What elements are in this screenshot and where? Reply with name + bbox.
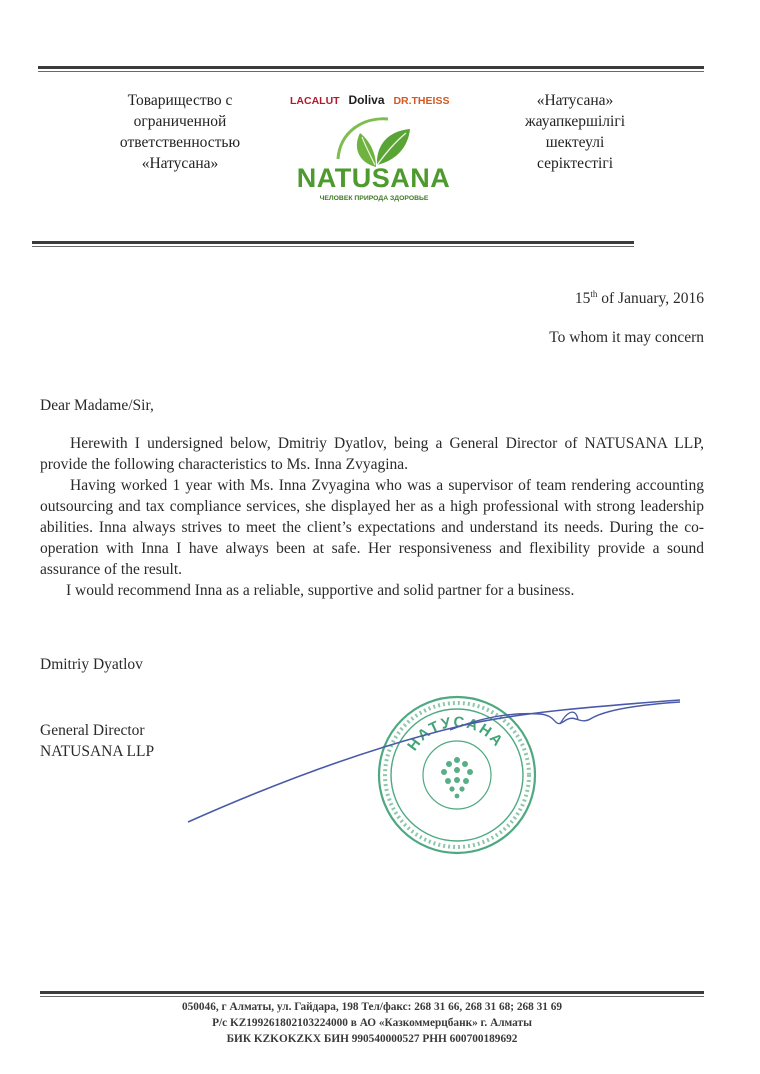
signer-name: Dmitriy Dyatlov [40,656,143,673]
company-name-russian-line: «Натусана» [141,155,219,172]
company-name-kazakh-line: серіктестігі [537,155,613,172]
footer-rule [40,991,704,994]
brand-row [290,93,460,107]
company-name-kazakh-line: «Натусана» [536,92,614,109]
date-suffix: th [590,289,598,299]
company-name-kazakh [500,90,650,174]
footer-rule-thin [40,996,704,997]
letter-date [575,289,704,308]
company-name-russian-line: ограниченной [133,113,227,130]
footer-address-line: 050046, г Алматы, ул. Гайдара, 198 Тел/факс: 268 31 66, 268 31 68; 268 31 69 [181,1001,563,1013]
header-bottom-rule-thin [32,246,634,247]
natusana-logo-tagline: ЧЕЛОВЕК ПРИРОДА ЗДОРОВЬЕ [319,195,429,202]
brand-dr-theiss: DR.THEISS [393,95,450,107]
letter-paragraph: Herewith I undersigned below, Dmitriy Dyatlov, being a General Director of NATUSANA LLP, provide the following characteristics to Ms. Inna Zvyagina. [40,435,704,473]
footer-bank-line: Р/с KZ199261802103224000 в АО «Казкоммерцбанк» г. Алматы [212,1017,532,1029]
footer-codes-line: БИК KZKOKZKX БИН 990540000527 РНН 600700189692 [226,1033,518,1045]
company-name-kazakh-line: жауапкершілігі [524,113,626,130]
signer-title: General Director [40,722,145,739]
letter-paragraph: Having worked 1 year with Ms. Inna Zvyagina who was a supervisor of team rendering accounting outsourcing and tax compliance services, she displayed her as a high professional with strong leadership abilities. Inna always strives to meet the client’s expectations and understand its needs. During the co-operation with Inna I have always been at safe. Her responsiveness and flexibility provide a sound assurance of the result. [40,477,704,578]
company-name-russian [95,90,265,174]
letter-paragraph: I would recommend Inna as a reliable, supportive and solid partner for a business. [66,582,575,599]
company-name-russian-line: Товарищество с [127,92,233,109]
brand-lacalut: LACALUT [290,95,340,107]
footer-contacts [40,999,704,1047]
letter-salutation: Dear Madame/Sir, [40,397,154,414]
brand-doliva: Doliva [348,93,385,107]
stamp-center-text: НАТУСАНА [404,713,508,755]
letter-addressee: To whom it may concern [549,329,704,346]
signer-block [40,720,154,762]
header-bottom-rule [32,241,634,244]
header-top-rule [38,66,704,69]
signer-company: NATUSANA LLP [40,743,155,760]
date-day: 15 [574,290,591,308]
company-name-russian-line: ответственностью [119,134,241,151]
letter-body [40,433,704,601]
header-top-rule-thin [38,71,704,72]
date-rest: of January, 2016 [597,290,704,308]
natusana-logo-word: NATUSANA [296,163,451,193]
handwritten-signature [180,690,700,830]
company-name-kazakh-line: шектеулі [545,134,605,151]
